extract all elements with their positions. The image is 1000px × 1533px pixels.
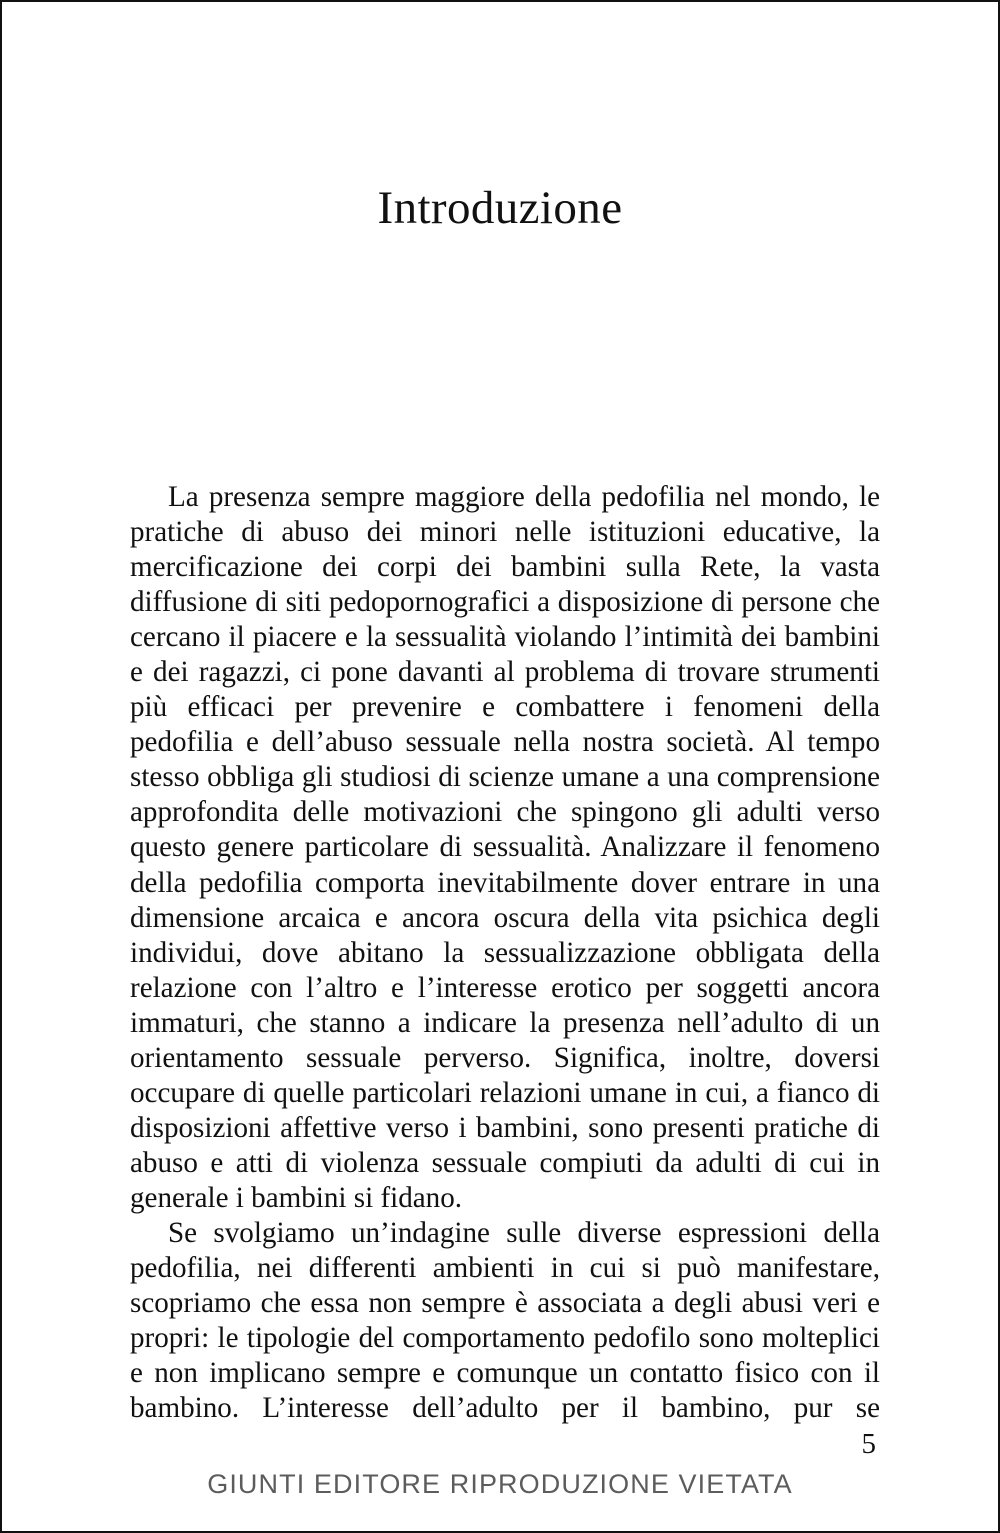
- page-number: 5: [861, 1428, 876, 1460]
- paragraph: Se svolgiamo un’indagine sulle diverse espressioni della pedofilia, nei differenti ambienti in cui si può manifestare, scopriamo che essa non sempre è associata a degli abusi veri e propri: le tipologie del comportamento pedofilo sono molteplici e non implicano sempre e comunque un contatto fisico con il bambino. L’interesse dell’adulto per il bambino, pur se: [130, 1216, 880, 1425]
- paragraph: La presenza sempre maggiore della pedofilia nel mondo, le pratiche di abuso dei minori nelle istituzioni educative, la mercificazione dei corpi dei bambini sulla Rete, la vasta diffusione di siti pedopornografici a disposizione di persone che cercano il piacere e la sessualità violando l’intimità dei bambini e dei ragazzi, ci pone davanti al problema di trovare strumenti più efficaci per prevenire e combattere i fenomeni della pedofilia e dell’abuso sessuale nella nostra società. Al tempo stesso obbliga gli studiosi di scienze umane a una comprensione approfondita delle motivazioni che spingono gli adulti verso questo genere particolare di sessualità. Analizzare il fenomeno della pedofilia comporta inevitabilmente dover entrare in una dimensione arcaica e ancora oscura della vita psichica degli individui, dove abitano la sessualizzazione obbligata della relazione con l’altro e l’interesse erotico per soggetti ancora immaturi, che stanno a indicare la presenza nell’adulto di un orientamento sessuale perverso. Significa, inoltre, doversi occupare di quelle particolari relazioni umane in cui, a fianco di disposizioni affettive verso i bambini, sono presenti pratiche di abuso e atti di violenza sessuale compiuti da adulti di cui in generale i bambini si fidano.: [130, 481, 880, 1214]
- body-text-block: [130, 480, 880, 1461]
- page-title: Introduzione: [377, 182, 623, 235]
- copyright-watermark: GIUNTI EDITORE RIPRODUZIONE VIETATA: [207, 1469, 793, 1499]
